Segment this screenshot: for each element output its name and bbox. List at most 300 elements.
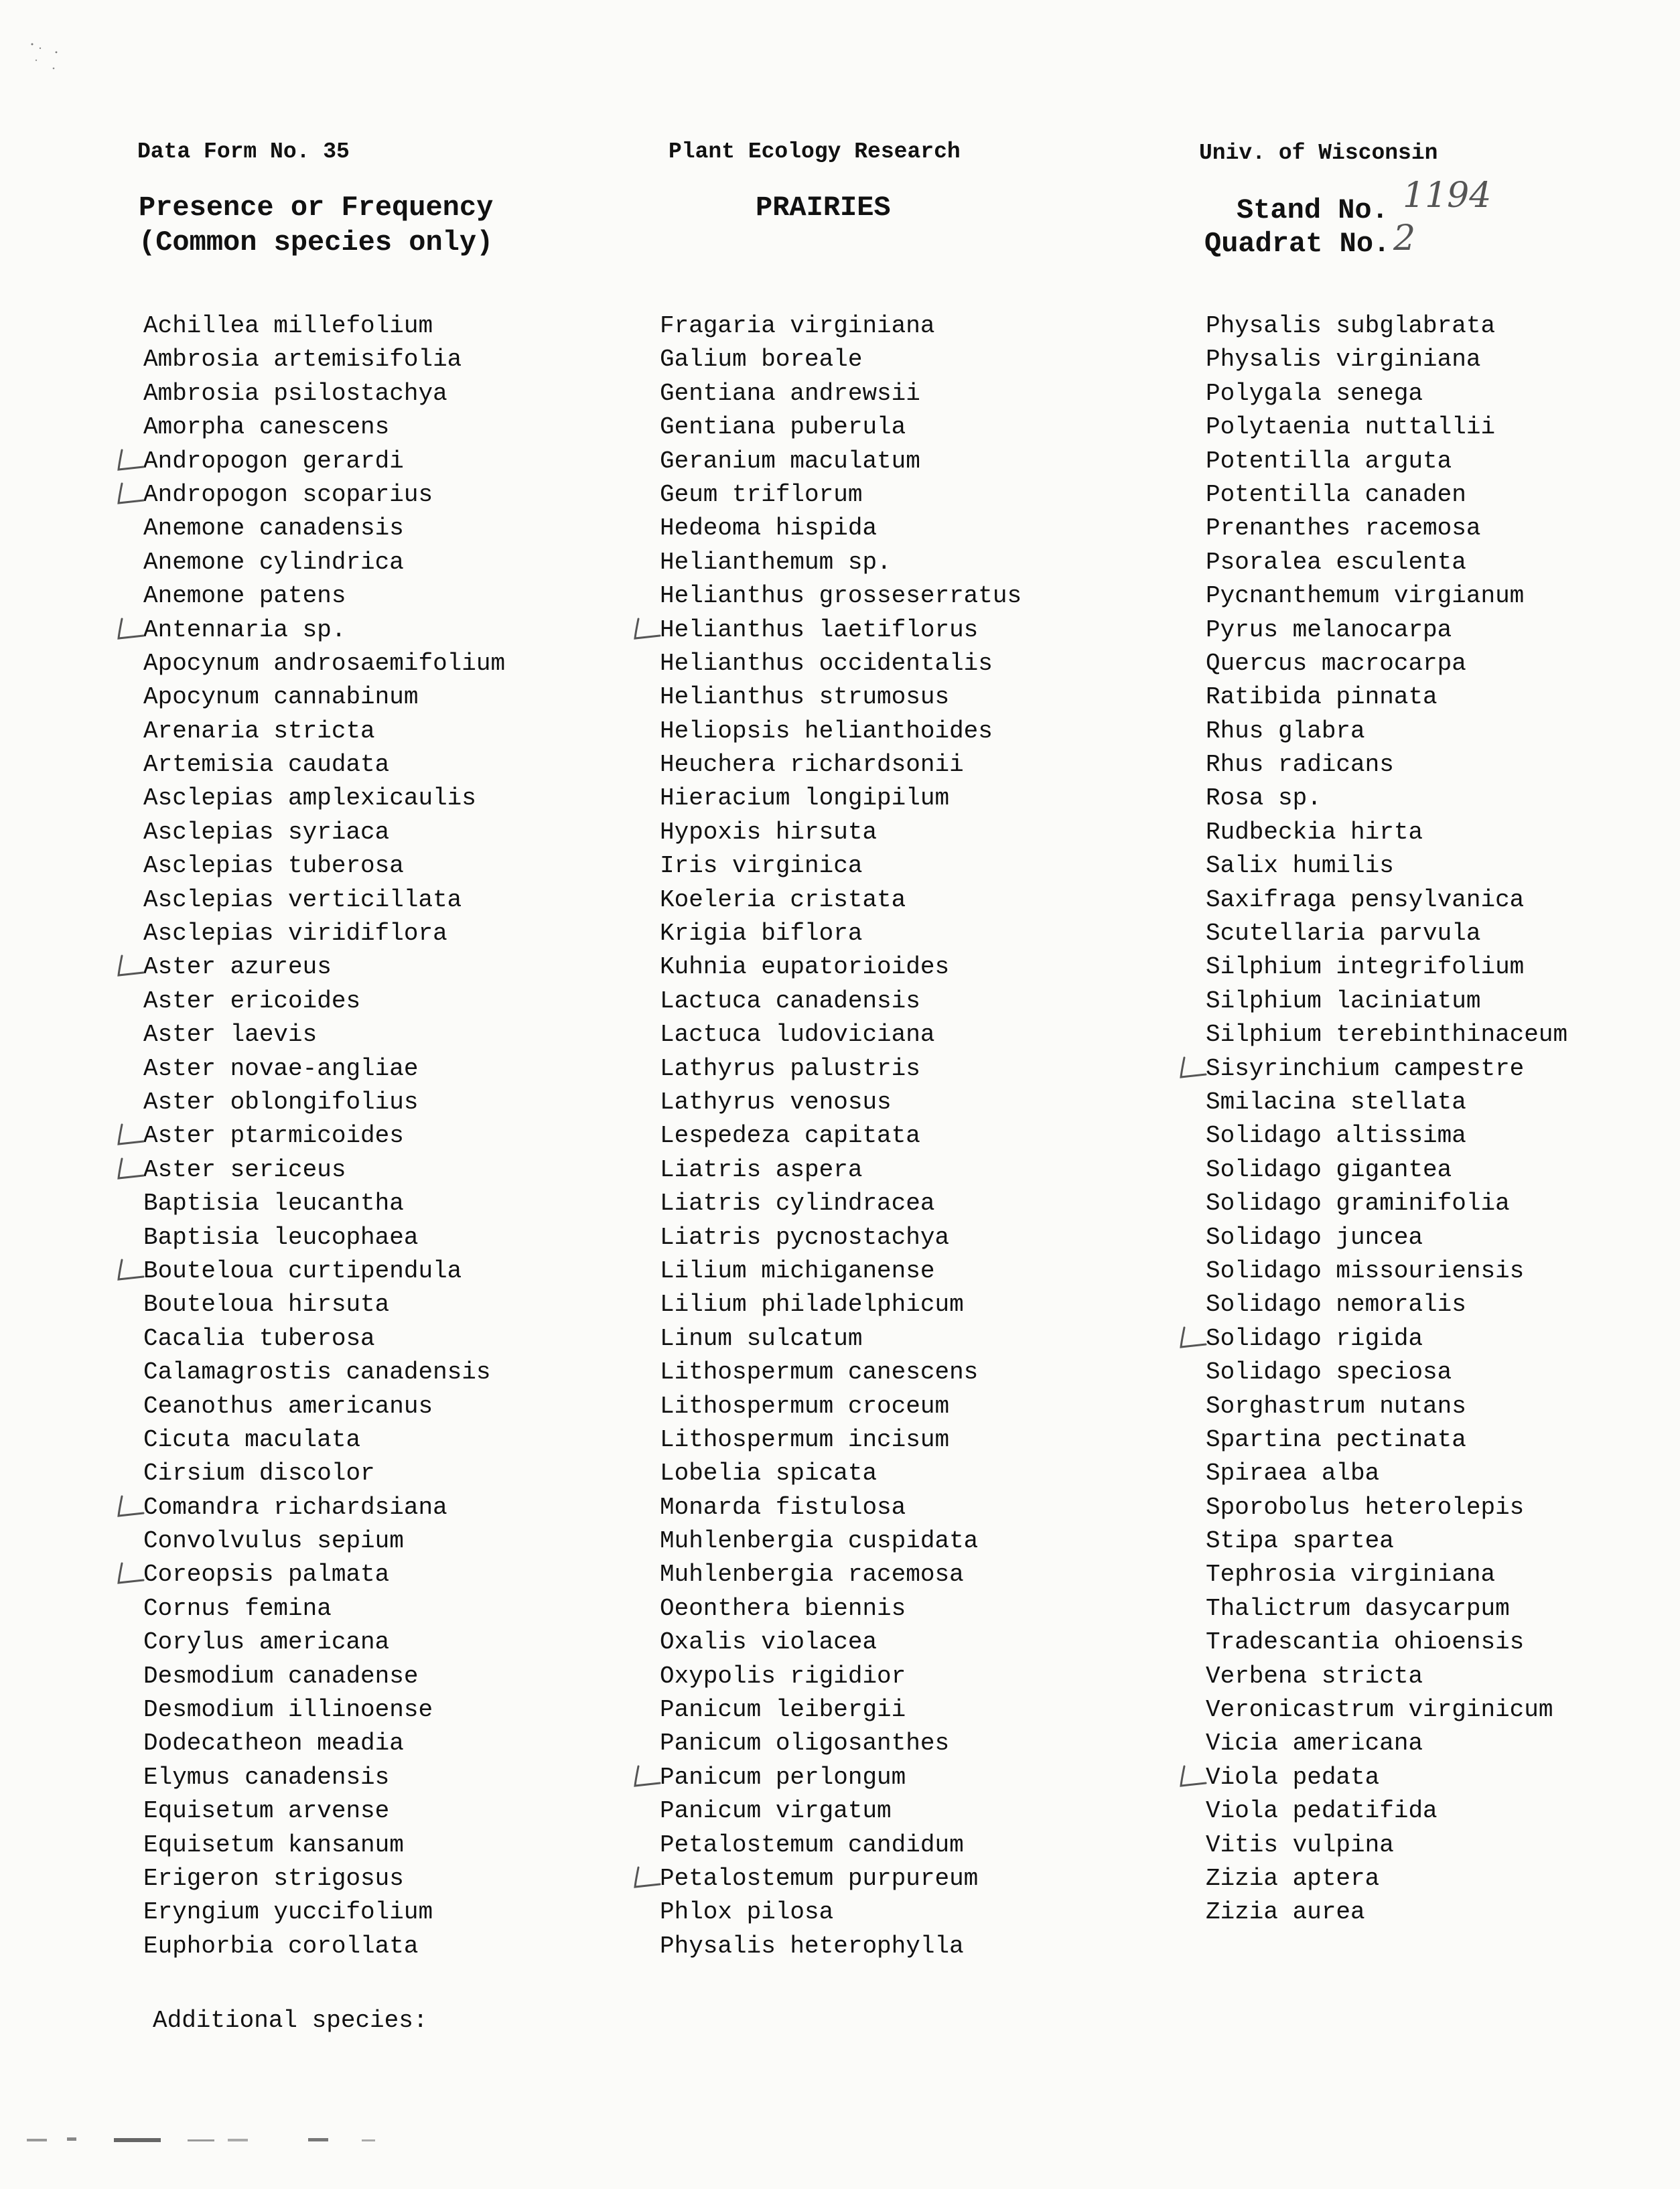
species-row [1206, 445, 1567, 478]
checkmark-icon [117, 1495, 146, 1518]
species-row [660, 309, 1022, 343]
species-name: Cicuta maculata [143, 1425, 361, 1454]
species-name: Lactuca ludoviciana [660, 1021, 935, 1049]
form-number: Data Form No. 35 [137, 139, 350, 164]
species-name: Spartina pectinata [1206, 1425, 1466, 1454]
species-name: Andropogon scoparius [143, 480, 433, 508]
species-row [143, 1558, 505, 1592]
species-row [660, 343, 1022, 376]
species-name: Oxypolis rigidior [660, 1662, 906, 1690]
species-name: Eryngium yuccifolium [143, 1898, 433, 1926]
species-name: Solidago juncea [1206, 1223, 1423, 1251]
species-row [143, 1592, 505, 1626]
species-name: Rosa sp. [1206, 784, 1322, 813]
species-name: Apocynum cannabinum [143, 683, 419, 711]
species-row [1206, 1390, 1567, 1423]
species-name: Quercus macrocarpa [1206, 649, 1466, 677]
species-name: Erigeron strigosus [143, 1864, 404, 1892]
species-name: Asclepias amplexicaulis [143, 784, 476, 813]
species-row [143, 1052, 505, 1086]
species-name: Thalictrum dasycarpum [1206, 1594, 1510, 1622]
species-name: Aster ptarmicoides [143, 1122, 404, 1150]
species-row [1206, 1018, 1567, 1052]
species-row [660, 681, 1022, 714]
species-name: Potentilla canaden [1206, 480, 1466, 508]
species-row [660, 1423, 1022, 1457]
species-row [143, 849, 505, 883]
species-row [660, 849, 1022, 883]
species-name: Viola pedatifida [1206, 1797, 1438, 1825]
species-name: Hieracium longipilum [660, 784, 950, 813]
species-name: Anemone canadensis [143, 514, 404, 543]
species-row [1206, 816, 1567, 849]
species-row [660, 1491, 1022, 1525]
species-name: Anemone patens [143, 582, 346, 610]
page-title: PRAIRIES [756, 192, 891, 224]
species-row [660, 950, 1022, 984]
species-name: Potentilla arguta [1206, 447, 1452, 475]
species-name: Ambrosia psilostachya [143, 379, 447, 407]
species-row [660, 1221, 1022, 1255]
species-name: Apocynum androsaemifolium [143, 649, 506, 677]
species-name: Antennaria sp. [143, 616, 346, 644]
species-row [1206, 1288, 1567, 1322]
species-row [1206, 748, 1567, 782]
checkmark-icon [117, 1562, 146, 1585]
species-name: Physalis subglabrata [1206, 312, 1496, 340]
species-row [1206, 1221, 1567, 1255]
species-row [143, 546, 505, 579]
species-row [660, 1761, 1022, 1794]
species-name: Ratibida pinnata [1206, 683, 1438, 711]
species-row [660, 445, 1022, 478]
species-name: Hypoxis hirsuta [660, 818, 878, 846]
species-row [660, 1288, 1022, 1322]
species-name: Zizia aptera [1206, 1864, 1380, 1892]
species-row [1206, 1052, 1567, 1086]
checkmark-icon [633, 1866, 662, 1889]
checkmark-icon [117, 1157, 146, 1180]
species-row [143, 1288, 505, 1322]
species-row [660, 1558, 1022, 1592]
species-row [1206, 1119, 1567, 1153]
species-name: Silphium integrifolium [1206, 953, 1525, 981]
species-row [660, 715, 1022, 748]
checkmark-icon [1179, 1326, 1208, 1349]
species-row [1206, 1660, 1567, 1693]
species-row [660, 1592, 1022, 1626]
species-row [1206, 1862, 1567, 1896]
checkmark-icon [117, 955, 146, 977]
species-row [660, 1119, 1022, 1153]
species-name: Cirsium discolor [143, 1460, 375, 1488]
species-name: Panicum oligosanthes [660, 1729, 950, 1758]
species-name: Krigia biflora [660, 920, 863, 948]
species-row [1206, 1727, 1567, 1760]
species-name: Solidago nemoralis [1206, 1291, 1466, 1319]
species-row [143, 1322, 505, 1356]
species-row [143, 445, 505, 478]
species-name: Rhus radicans [1206, 751, 1394, 779]
species-name: Hedeoma hispida [660, 514, 878, 543]
species-row [1206, 512, 1567, 545]
species-row [660, 748, 1022, 782]
species-name: Prenanthes racemosa [1206, 514, 1481, 543]
species-name: Gentiana puberula [660, 413, 906, 441]
species-row [660, 1896, 1022, 1929]
species-row [660, 1457, 1022, 1490]
species-name: Physalis heterophylla [660, 1932, 964, 1960]
species-name: Lespedeza capitata [660, 1122, 920, 1150]
species-name: Rhus glabra [1206, 717, 1365, 745]
species-row [143, 681, 505, 714]
species-row [660, 647, 1022, 681]
species-row [1206, 647, 1567, 681]
species-row [143, 950, 505, 984]
species-row [1206, 343, 1567, 376]
species-name: Tradescantia ohioensis [1206, 1628, 1525, 1656]
species-row [1206, 1761, 1567, 1794]
species-name: Oxalis violacea [660, 1628, 878, 1656]
species-row [143, 917, 505, 950]
checkmark-icon [633, 1765, 662, 1788]
species-row [143, 1221, 505, 1255]
species-row [660, 1660, 1022, 1693]
species-name: Sisyrinchium campestre [1206, 1054, 1525, 1082]
checkmark-icon [117, 1123, 146, 1146]
species-column-3 [1206, 309, 1567, 1930]
species-name: Oeonthera biennis [660, 1594, 906, 1622]
species-name: Spiraea alba [1206, 1460, 1380, 1488]
species-row [143, 1525, 505, 1558]
species-row [143, 343, 505, 376]
species-row [143, 512, 505, 545]
species-name: Anemone cylindrica [143, 548, 404, 576]
species-row [1206, 884, 1567, 917]
species-row [143, 1930, 505, 1963]
species-row [1206, 1423, 1567, 1457]
checkmark-icon [117, 618, 146, 640]
checkmark-icon [1179, 1056, 1208, 1079]
species-name: Helianthus grosseserratus [660, 582, 1022, 610]
species-row [143, 1693, 505, 1727]
species-row [1206, 715, 1567, 748]
species-name: Corylus americana [143, 1628, 390, 1656]
species-name: Kuhnia eupatorioides [660, 953, 950, 981]
species-name: Equisetum kansanum [143, 1831, 404, 1859]
species-row [660, 816, 1022, 849]
species-row [143, 1153, 505, 1187]
species-row [660, 1626, 1022, 1659]
species-name: Calamagrostis canadensis [143, 1358, 491, 1387]
species-row [143, 411, 505, 444]
species-name: Helianthus occidentalis [660, 649, 993, 677]
species-name: Aster azureus [143, 953, 332, 981]
species-name: Tephrosia virginiana [1206, 1561, 1496, 1589]
scan-specks [27, 40, 67, 74]
species-row [660, 1153, 1022, 1187]
species-name: Helianthemum sp. [660, 548, 892, 576]
species-row [143, 647, 505, 681]
species-name: Polytaenia nuttallii [1206, 413, 1496, 441]
species-name: Liatris aspera [660, 1155, 863, 1184]
species-row [143, 715, 505, 748]
species-row [660, 1356, 1022, 1389]
species-row [1206, 1356, 1567, 1389]
species-name: Lithospermum incisum [660, 1425, 950, 1454]
species-name: Scutellaria parvula [1206, 920, 1481, 948]
form-title-line1: Presence or Frequency [139, 192, 494, 224]
species-row [143, 1896, 505, 1929]
species-row [660, 1322, 1022, 1356]
species-name: Linum sulcatum [660, 1324, 863, 1352]
species-row [1206, 1086, 1567, 1119]
species-row [1206, 614, 1567, 647]
species-row [660, 1829, 1022, 1862]
species-name: Artemisia caudata [143, 751, 390, 779]
species-name: Pyrus melanocarpa [1206, 616, 1452, 644]
species-row [1206, 985, 1567, 1018]
species-name: Phlox pilosa [660, 1898, 834, 1926]
species-name: Panicum virgatum [660, 1797, 892, 1825]
species-name: Achillea millefolium [143, 312, 433, 340]
org-name: Plant Ecology Research [669, 139, 961, 164]
species-name: Dodecatheon meadia [143, 1729, 404, 1758]
species-name: Verbena stricta [1206, 1662, 1423, 1690]
species-row [1206, 1322, 1567, 1356]
checkmark-icon [117, 482, 146, 505]
species-name: Koeleria cristata [660, 886, 906, 914]
species-row [1206, 950, 1567, 984]
species-name: Galium boreale [660, 346, 863, 374]
species-name: Liatris cylindracea [660, 1190, 935, 1218]
species-row [143, 1626, 505, 1659]
species-row [660, 985, 1022, 1018]
species-name: Lilium michiganense [660, 1257, 935, 1285]
species-row [660, 478, 1022, 512]
species-row [143, 1761, 505, 1794]
species-row [660, 1693, 1022, 1727]
species-name: Veronicastrum virginicum [1206, 1696, 1553, 1724]
species-row [143, 884, 505, 917]
stand-value: 1194 [1403, 175, 1492, 216]
species-row [143, 1794, 505, 1828]
species-row [143, 1255, 505, 1288]
species-row [660, 546, 1022, 579]
species-row [1206, 1693, 1567, 1727]
species-name: Lathyrus venosus [660, 1088, 892, 1116]
species-name: Elymus canadensis [143, 1763, 390, 1791]
species-name: Baptisia leucantha [143, 1190, 404, 1218]
species-name: Aster sericeus [143, 1155, 346, 1184]
species-name: Helianthus laetiflorus [660, 616, 979, 644]
stand-label: Stand No. [1237, 194, 1389, 226]
species-name: Monarda fistulosa [660, 1493, 906, 1521]
species-row [143, 782, 505, 815]
species-name: Cornus femina [143, 1594, 332, 1622]
species-row [660, 1390, 1022, 1423]
checkmark-icon [633, 618, 662, 640]
species-row [660, 1862, 1022, 1896]
species-name: Liatris pycnostachya [660, 1223, 950, 1251]
species-name: Viola pedata [1206, 1763, 1380, 1791]
species-row [1206, 377, 1567, 411]
species-row [660, 782, 1022, 815]
species-name: Heliopsis helianthoides [660, 717, 993, 745]
species-name: Ceanothus americanus [143, 1392, 433, 1420]
species-row [660, 917, 1022, 950]
species-row [143, 748, 505, 782]
species-name: Lathyrus palustris [660, 1054, 920, 1082]
species-name: Heuchera richardsonii [660, 751, 964, 779]
species-row [1206, 1896, 1567, 1929]
species-row [660, 1525, 1022, 1558]
species-row [143, 1862, 505, 1896]
species-name: Coreopsis palmata [143, 1561, 390, 1589]
species-name: Zizia aurea [1206, 1898, 1365, 1926]
species-row [660, 1255, 1022, 1288]
species-row [660, 884, 1022, 917]
species-row [143, 1390, 505, 1423]
species-row [1206, 681, 1567, 714]
species-name: Desmodium canadense [143, 1662, 419, 1690]
species-row [143, 614, 505, 647]
species-row [143, 1356, 505, 1389]
species-name: Aster novae-angliae [143, 1054, 419, 1082]
species-row [1206, 1592, 1567, 1626]
species-row [660, 1018, 1022, 1052]
species-row [1206, 1255, 1567, 1288]
species-row [660, 1794, 1022, 1828]
scan-specks [27, 2133, 496, 2147]
species-row [143, 1829, 505, 1862]
species-name: Silphium terebinthinaceum [1206, 1021, 1568, 1049]
species-row [143, 1018, 505, 1052]
species-row [1206, 1457, 1567, 1490]
species-row [660, 1187, 1022, 1220]
species-name: Amorpha canescens [143, 413, 390, 441]
species-name: Solidago rigida [1206, 1324, 1423, 1352]
species-row [143, 1119, 505, 1153]
additional-species-label: Additional species: [153, 2007, 428, 2034]
species-row [660, 411, 1022, 444]
species-name: Geum triflorum [660, 480, 863, 508]
species-name: Aster ericoides [143, 987, 361, 1015]
species-row [143, 1086, 505, 1119]
species-name: Aster oblongifolius [143, 1088, 419, 1116]
species-name: Comandra richardsiana [143, 1493, 447, 1521]
species-name: Vicia americana [1206, 1729, 1423, 1758]
species-name: Polygala senega [1206, 379, 1423, 407]
species-name: Panicum leibergii [660, 1696, 906, 1724]
species-row [1206, 782, 1567, 815]
species-name: Pycnanthemum virgianum [1206, 582, 1525, 610]
species-name: Asclepias verticillata [143, 886, 462, 914]
species-column-1 [143, 309, 505, 1963]
species-name: Rudbeckia hirta [1206, 818, 1423, 846]
species-name: Psoralea esculenta [1206, 548, 1466, 576]
species-name: Solidago missouriensis [1206, 1257, 1525, 1285]
species-name: Sorghastrum nutans [1206, 1392, 1466, 1420]
species-name: Desmodium illinoense [143, 1696, 433, 1724]
species-name: Lilium philadelphicum [660, 1291, 964, 1319]
species-row [143, 1491, 505, 1525]
species-row [1206, 478, 1567, 512]
species-row [143, 377, 505, 411]
quadrat-label: Quadrat No. [1204, 228, 1391, 260]
species-name: Muhlenbergia racemosa [660, 1561, 964, 1589]
species-row [1206, 1794, 1567, 1828]
species-name: Helianthus strumosus [660, 683, 950, 711]
species-name: Euphorbia corollata [143, 1932, 419, 1960]
species-name: Solidago speciosa [1206, 1358, 1452, 1387]
species-row [1206, 1491, 1567, 1525]
species-name: Baptisia leucophaea [143, 1223, 419, 1251]
species-name: Gentiana andrewsii [660, 379, 920, 407]
species-name: Silphium laciniatum [1206, 987, 1481, 1015]
species-name: Lithospermum croceum [660, 1392, 950, 1420]
species-name: Asclepias tuberosa [143, 852, 404, 880]
species-name: Saxifraga pensylvanica [1206, 886, 1525, 914]
species-row [1206, 579, 1567, 613]
species-name: Lactuca canadensis [660, 987, 920, 1015]
species-row [660, 377, 1022, 411]
species-name: Solidago altissima [1206, 1122, 1466, 1150]
species-name: Solidago gigantea [1206, 1155, 1452, 1184]
species-row [1206, 309, 1567, 343]
species-row [1206, 1558, 1567, 1592]
species-row [1206, 1153, 1567, 1187]
species-name: Salix humilis [1206, 852, 1394, 880]
species-name: Smilacina stellata [1206, 1088, 1466, 1116]
species-row [1206, 849, 1567, 883]
species-row [660, 1930, 1022, 1963]
species-row [143, 1727, 505, 1760]
species-row [1206, 411, 1567, 444]
checkmark-icon [117, 1259, 146, 1281]
species-name: Vitis vulpina [1206, 1831, 1394, 1859]
species-row [660, 579, 1022, 613]
form-title-line2: (Common species only) [139, 226, 494, 259]
species-name: Fragaria virginiana [660, 312, 935, 340]
quadrat-value: 2 [1393, 218, 1416, 259]
species-row [143, 1423, 505, 1457]
species-name: Petalostemum purpureum [660, 1864, 979, 1892]
species-row [1206, 1626, 1567, 1659]
species-name: Lithospermum canescens [660, 1358, 979, 1387]
species-name: Bouteloua curtipendula [143, 1257, 462, 1285]
species-row [1206, 1829, 1567, 1862]
species-name: Stipa spartea [1206, 1527, 1394, 1555]
species-row [1206, 1525, 1567, 1558]
species-row [1206, 917, 1567, 950]
species-row [143, 1187, 505, 1220]
species-row [660, 1727, 1022, 1760]
species-name: Arenaria stricta [143, 717, 375, 745]
species-name: Aster laevis [143, 1021, 318, 1049]
species-row [143, 478, 505, 512]
species-name: Cacalia tuberosa [143, 1324, 375, 1352]
university-name: Univ. of Wisconsin [1199, 141, 1438, 165]
species-name: Panicum perlongum [660, 1763, 906, 1791]
species-name: Lobelia spicata [660, 1460, 878, 1488]
species-name: Equisetum arvense [143, 1797, 390, 1825]
species-row [1206, 546, 1567, 579]
species-row [143, 985, 505, 1018]
species-name: Sporobolus heterolepis [1206, 1493, 1525, 1521]
species-column-2 [660, 309, 1022, 1963]
checkmark-icon [1179, 1765, 1208, 1788]
